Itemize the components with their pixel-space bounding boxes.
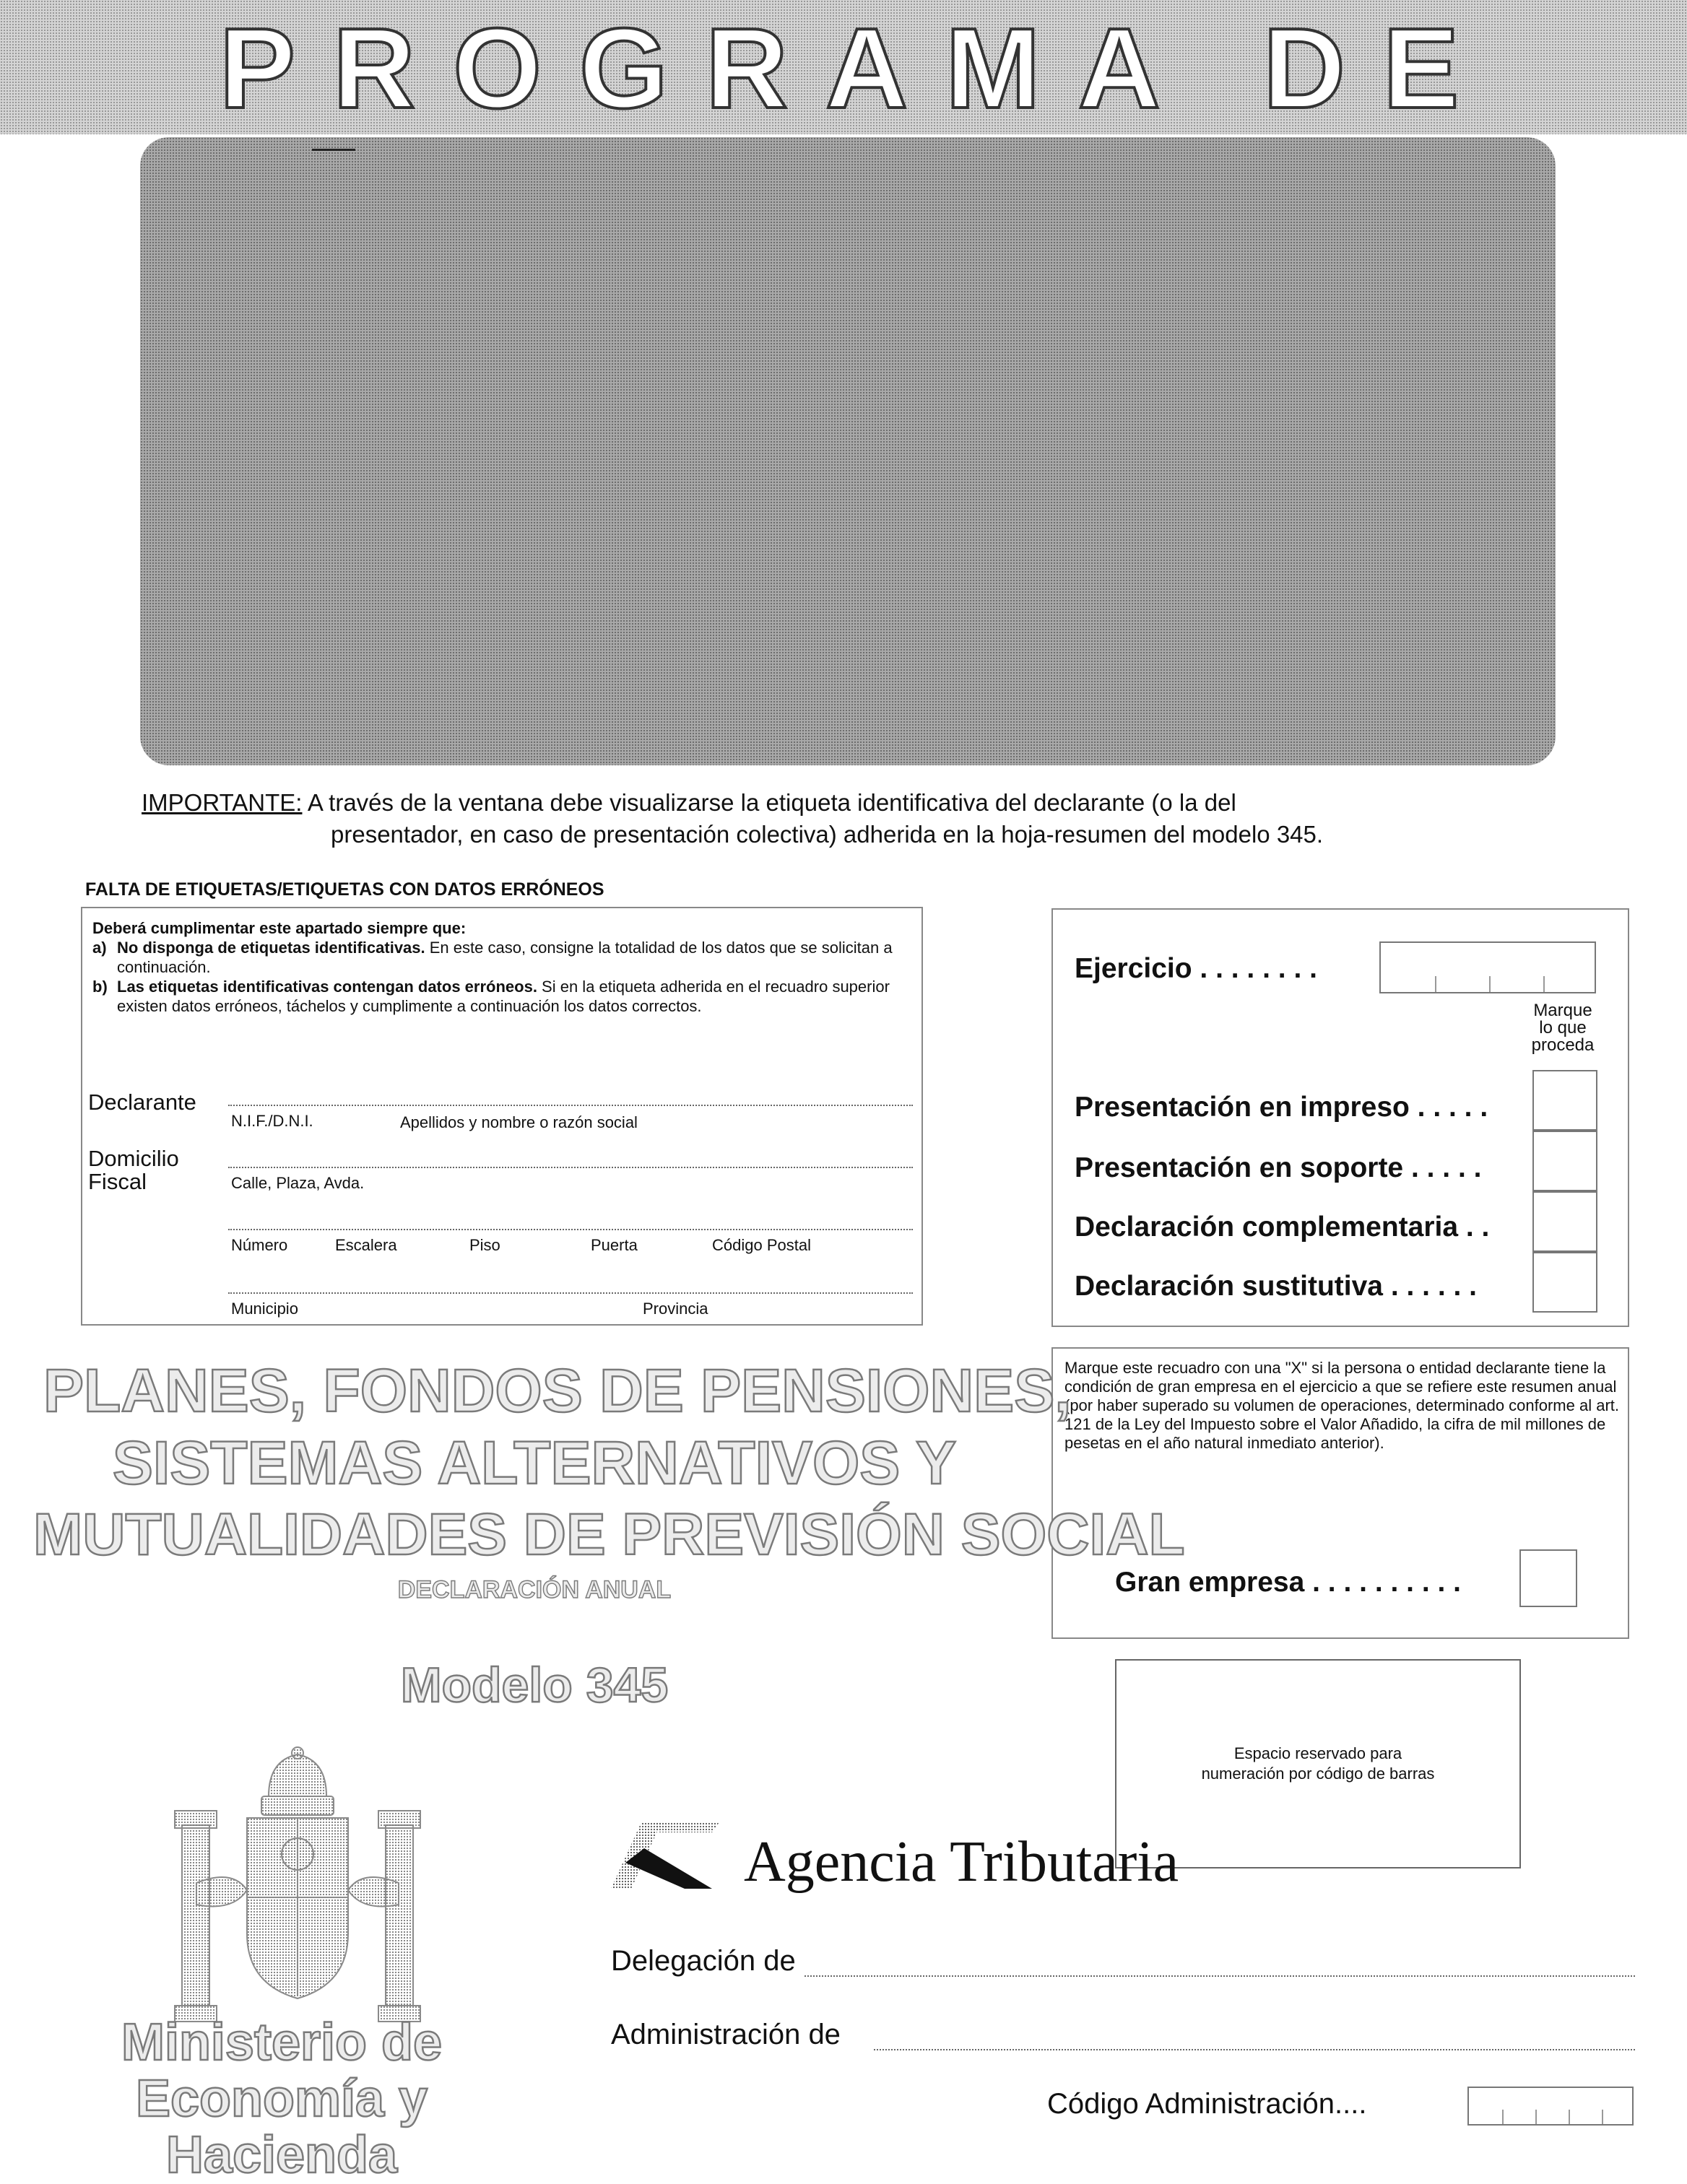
agencia-tributaria-logo-icon	[604, 1819, 719, 1892]
nif-caption: N.I.F./D.N.I.	[231, 1112, 313, 1130]
barcode-line-1: Espacio reservado para	[1233, 1744, 1402, 1762]
modelo-label: Modelo 345	[400, 1658, 669, 1713]
instruction-b-text: Si en la etiqueta adherida en el recuadro superior existen datos erróneos, táchelos y cumplimente a continuación los datos correctos.	[117, 978, 890, 1015]
instruction-b	[92, 977, 908, 1016]
sustitutiva-checkbox[interactable]	[1532, 1252, 1597, 1313]
fiscal-label: Fiscal	[88, 1169, 147, 1194]
puerta-caption: Puerta	[591, 1236, 638, 1254]
sustitutiva-label: Declaración sustitutiva . . . . . .	[1075, 1271, 1478, 1302]
instructions-intro: Deberá cumplimentar este apartado siempre que:	[92, 919, 467, 937]
label-window	[140, 137, 1556, 765]
important-note	[142, 787, 1557, 850]
calle-line[interactable]	[228, 1167, 913, 1168]
ejercicio-label: Ejercicio . . . . . . . .	[1075, 953, 1317, 984]
escalera-caption: Escalera	[335, 1236, 397, 1254]
delegacion-line[interactable]	[805, 1975, 1635, 1977]
agency-name: Agencia Tributaria	[744, 1830, 1179, 1894]
gran-empresa-checkbox[interactable]	[1519, 1549, 1577, 1607]
ejercicio-input[interactable]	[1379, 941, 1596, 993]
numero-caption: Número	[231, 1236, 288, 1254]
declarante-label: Declarante	[88, 1089, 196, 1115]
complementaria-label: Declaración complementaria . .	[1075, 1211, 1490, 1243]
delegacion-label: Delegación de	[611, 1945, 796, 1977]
instruction-a-marker: a)	[92, 939, 107, 957]
marque-note	[1527, 1002, 1599, 1054]
banner-title: PROGRAMA DE	[219, 5, 1497, 132]
gran-empresa-box	[1051, 1347, 1629, 1639]
codigo-administracion-input[interactable]	[1467, 2087, 1634, 2126]
complementaria-checkbox[interactable]	[1532, 1191, 1597, 1252]
title-line-2: SISTEMAS ALTERNATIVOS Y	[112, 1429, 957, 1497]
impreso-checkbox[interactable]	[1532, 1070, 1597, 1131]
ministry-name	[29, 2014, 534, 2183]
presentation-options	[1051, 908, 1629, 1327]
instruction-a-text: En este caso, consigne la totalidad de los datos que se solicitan a continuación.	[117, 939, 893, 976]
barcode-line-2: numeración por código de barras	[1201, 1765, 1435, 1783]
ministry-line-2: Economía y Hacienda	[135, 2070, 428, 2184]
marque-line-3: proceda	[1531, 1035, 1595, 1055]
gran-empresa-label: Gran empresa . . . . . . . . . .	[1115, 1567, 1462, 1598]
identification-form	[81, 907, 923, 1326]
codigo-administracion-label: Código Administración....	[1047, 2088, 1367, 2120]
important-line-1: A través de la ventana debe visualizarse la etiqueta identificativa del declarante (o la del	[302, 789, 1236, 816]
ministry-line-1: Ministerio de	[121, 2014, 443, 2071]
important-label: IMPORTANTE:	[142, 789, 303, 816]
instruction-b-marker: b)	[92, 978, 108, 996]
title-subtitle: DECLARACIÓN ANUAL	[397, 1576, 672, 1604]
domicilio-label: Domicilio	[88, 1146, 179, 1171]
banner	[0, 0, 1687, 134]
instruction-a	[92, 938, 908, 977]
municipio-caption: Municipio	[231, 1300, 298, 1318]
soporte-label: Presentación en soporte . . . . .	[1075, 1152, 1482, 1183]
marque-line-2: lo que	[1539, 1018, 1587, 1037]
municipio-line[interactable]	[228, 1292, 913, 1294]
administracion-label: Administración de	[611, 2019, 841, 2050]
soporte-checkbox[interactable]	[1532, 1131, 1597, 1191]
provincia-caption: Provincia	[643, 1300, 708, 1318]
piso-caption: Piso	[469, 1236, 500, 1254]
codigo-postal-caption: Código Postal	[712, 1236, 811, 1254]
numero-line[interactable]	[228, 1229, 913, 1230]
instruction-a-bold: No disponga de etiquetas identificativas.	[117, 939, 425, 957]
declarante-line[interactable]	[228, 1105, 913, 1106]
window-mark	[312, 149, 355, 151]
important-line-2: presentador, en caso de presentación colectiva) adherida en la hoja-resumen del modelo 345.	[331, 821, 1324, 848]
title-line-3: MUTUALIDADES DE PREVISIÓN SOCIAL	[33, 1502, 1185, 1567]
impreso-label: Presentación en impreso . . . . .	[1075, 1092, 1488, 1123]
apellidos-caption: Apellidos y nombre o razón social	[400, 1113, 638, 1131]
marque-line-1: Marque	[1533, 1001, 1592, 1020]
administracion-line[interactable]	[874, 2049, 1635, 2050]
calle-caption: Calle, Plaza, Avda.	[231, 1174, 365, 1192]
gran-empresa-text: Marque este recuadro con una "X" si la persona o entidad declarante tiene la condición de gran empresa en el ejercicio a que se refiere este resumen anual (por haber superado su volumen de operaciones, determinado conforme al art. 121 de la Ley del Impuesto sobre el Valor Añadido, la cifra de mil millones de pesetas en el año natural inmediato anterior).	[1064, 1359, 1620, 1452]
instruction-b-bold: Las etiquetas identificativas contengan datos erróneos.	[117, 978, 537, 996]
instructions	[92, 918, 908, 1016]
section-title: FALTA DE ETIQUETAS/ETIQUETAS CON DATOS ERRÓNEOS	[85, 879, 604, 900]
coat-of-arms-emblem	[160, 1746, 435, 2042]
title-line-1: PLANES, FONDOS DE PENSIONES,	[43, 1357, 1072, 1424]
